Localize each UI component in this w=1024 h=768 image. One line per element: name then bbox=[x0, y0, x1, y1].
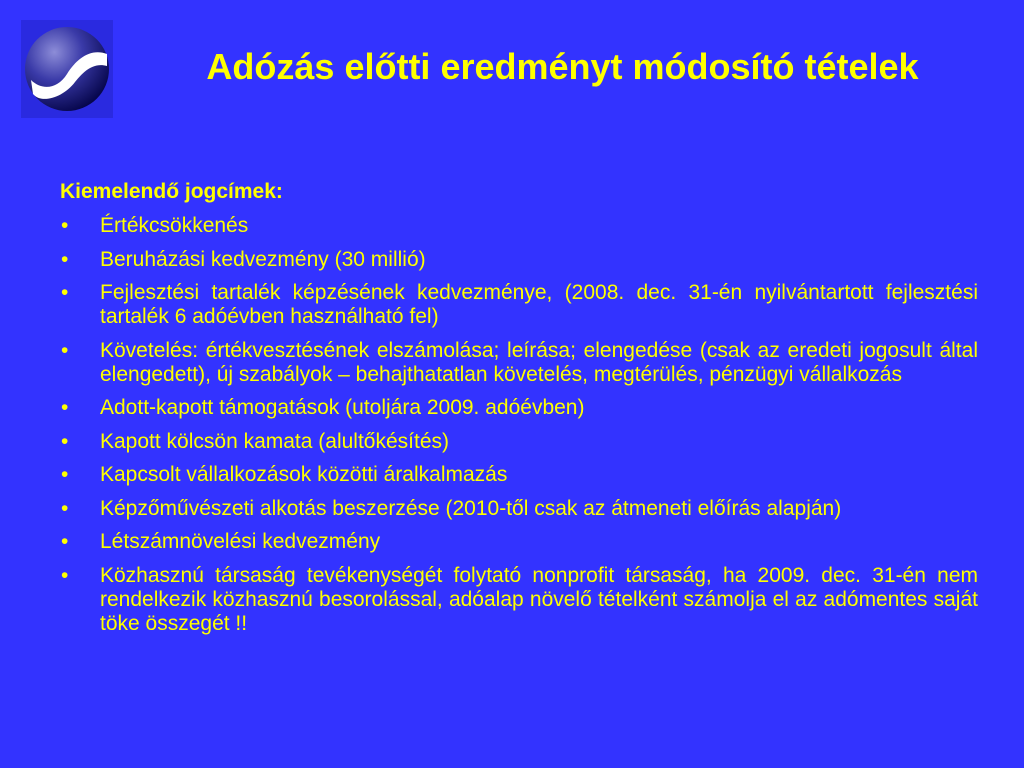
list-item bbox=[60, 430, 978, 454]
list-item bbox=[60, 248, 978, 272]
bullet-icon: • bbox=[61, 396, 69, 419]
section-heading: Kiemelendő jogcímek: bbox=[60, 180, 283, 203]
bullet-icon: • bbox=[61, 429, 69, 453]
list-item-text: Követelés: értékvesztésének elszámolása; leírása; elengedése (csak az eredeti jogosult által elengedett), új szabályok – behajthatatlan követelés, megtérülés, pénzügyi vállalkozás bbox=[100, 338, 978, 386]
slide-title: Adózás előtti eredményt módosító tételek bbox=[206, 46, 919, 87]
list-item-text: Beruházási kedvezmény (30 millió) bbox=[100, 247, 426, 271]
list-item bbox=[60, 214, 978, 238]
bullet-icon: • bbox=[61, 214, 69, 237]
list-item bbox=[60, 281, 978, 329]
bullet-icon: • bbox=[61, 281, 69, 304]
bullet-icon: • bbox=[61, 463, 69, 486]
slide-content bbox=[60, 180, 978, 645]
bullet-icon: • bbox=[61, 563, 69, 587]
list-item-text: Értékcsökkenés bbox=[100, 214, 249, 237]
list-item bbox=[60, 530, 978, 554]
list-item-text: Adott-kapott támogatások (utoljára 2009. adóévben) bbox=[100, 396, 585, 419]
list-item-text: Közhasznú társaság tevékenységét folytató nonprofit társaság, ha 2009. dec. 31-én nem rendelkezik közhasznú besorolással, adóalap növelő tételként számolja el az adómentes saját töke összegét !! bbox=[100, 563, 978, 635]
bullet-icon: • bbox=[61, 338, 69, 362]
list-item bbox=[60, 463, 978, 487]
bullet-icon: • bbox=[61, 247, 69, 271]
list-item bbox=[60, 564, 978, 636]
list-item-text: Kapott kölcsön kamata (alultőkésítés) bbox=[100, 429, 450, 453]
globe-swoosh-logo-icon bbox=[21, 20, 113, 118]
bullet-list bbox=[60, 214, 978, 636]
list-item-text: Képzőművészeti alkotás beszerzése (2010-től csak az átmeneti előírás alapján) bbox=[100, 496, 842, 520]
list-item-text: Létszámnövelési kedvezmény bbox=[100, 530, 381, 553]
bullet-icon: • bbox=[61, 496, 69, 520]
list-item-text: Kapcsolt vállalkozások közötti áralkalmazás bbox=[100, 463, 508, 486]
list-item bbox=[60, 339, 978, 387]
logo bbox=[21, 20, 113, 118]
bullet-icon: • bbox=[61, 530, 69, 553]
list-item-text: Fejlesztési tartalék képzésének kedvezménye, (2008. dec. 31-én nyilvántartott fejlesztési tartalék 6 adóévben használható fel) bbox=[100, 281, 978, 328]
list-item bbox=[60, 497, 978, 521]
list-item bbox=[60, 396, 978, 420]
